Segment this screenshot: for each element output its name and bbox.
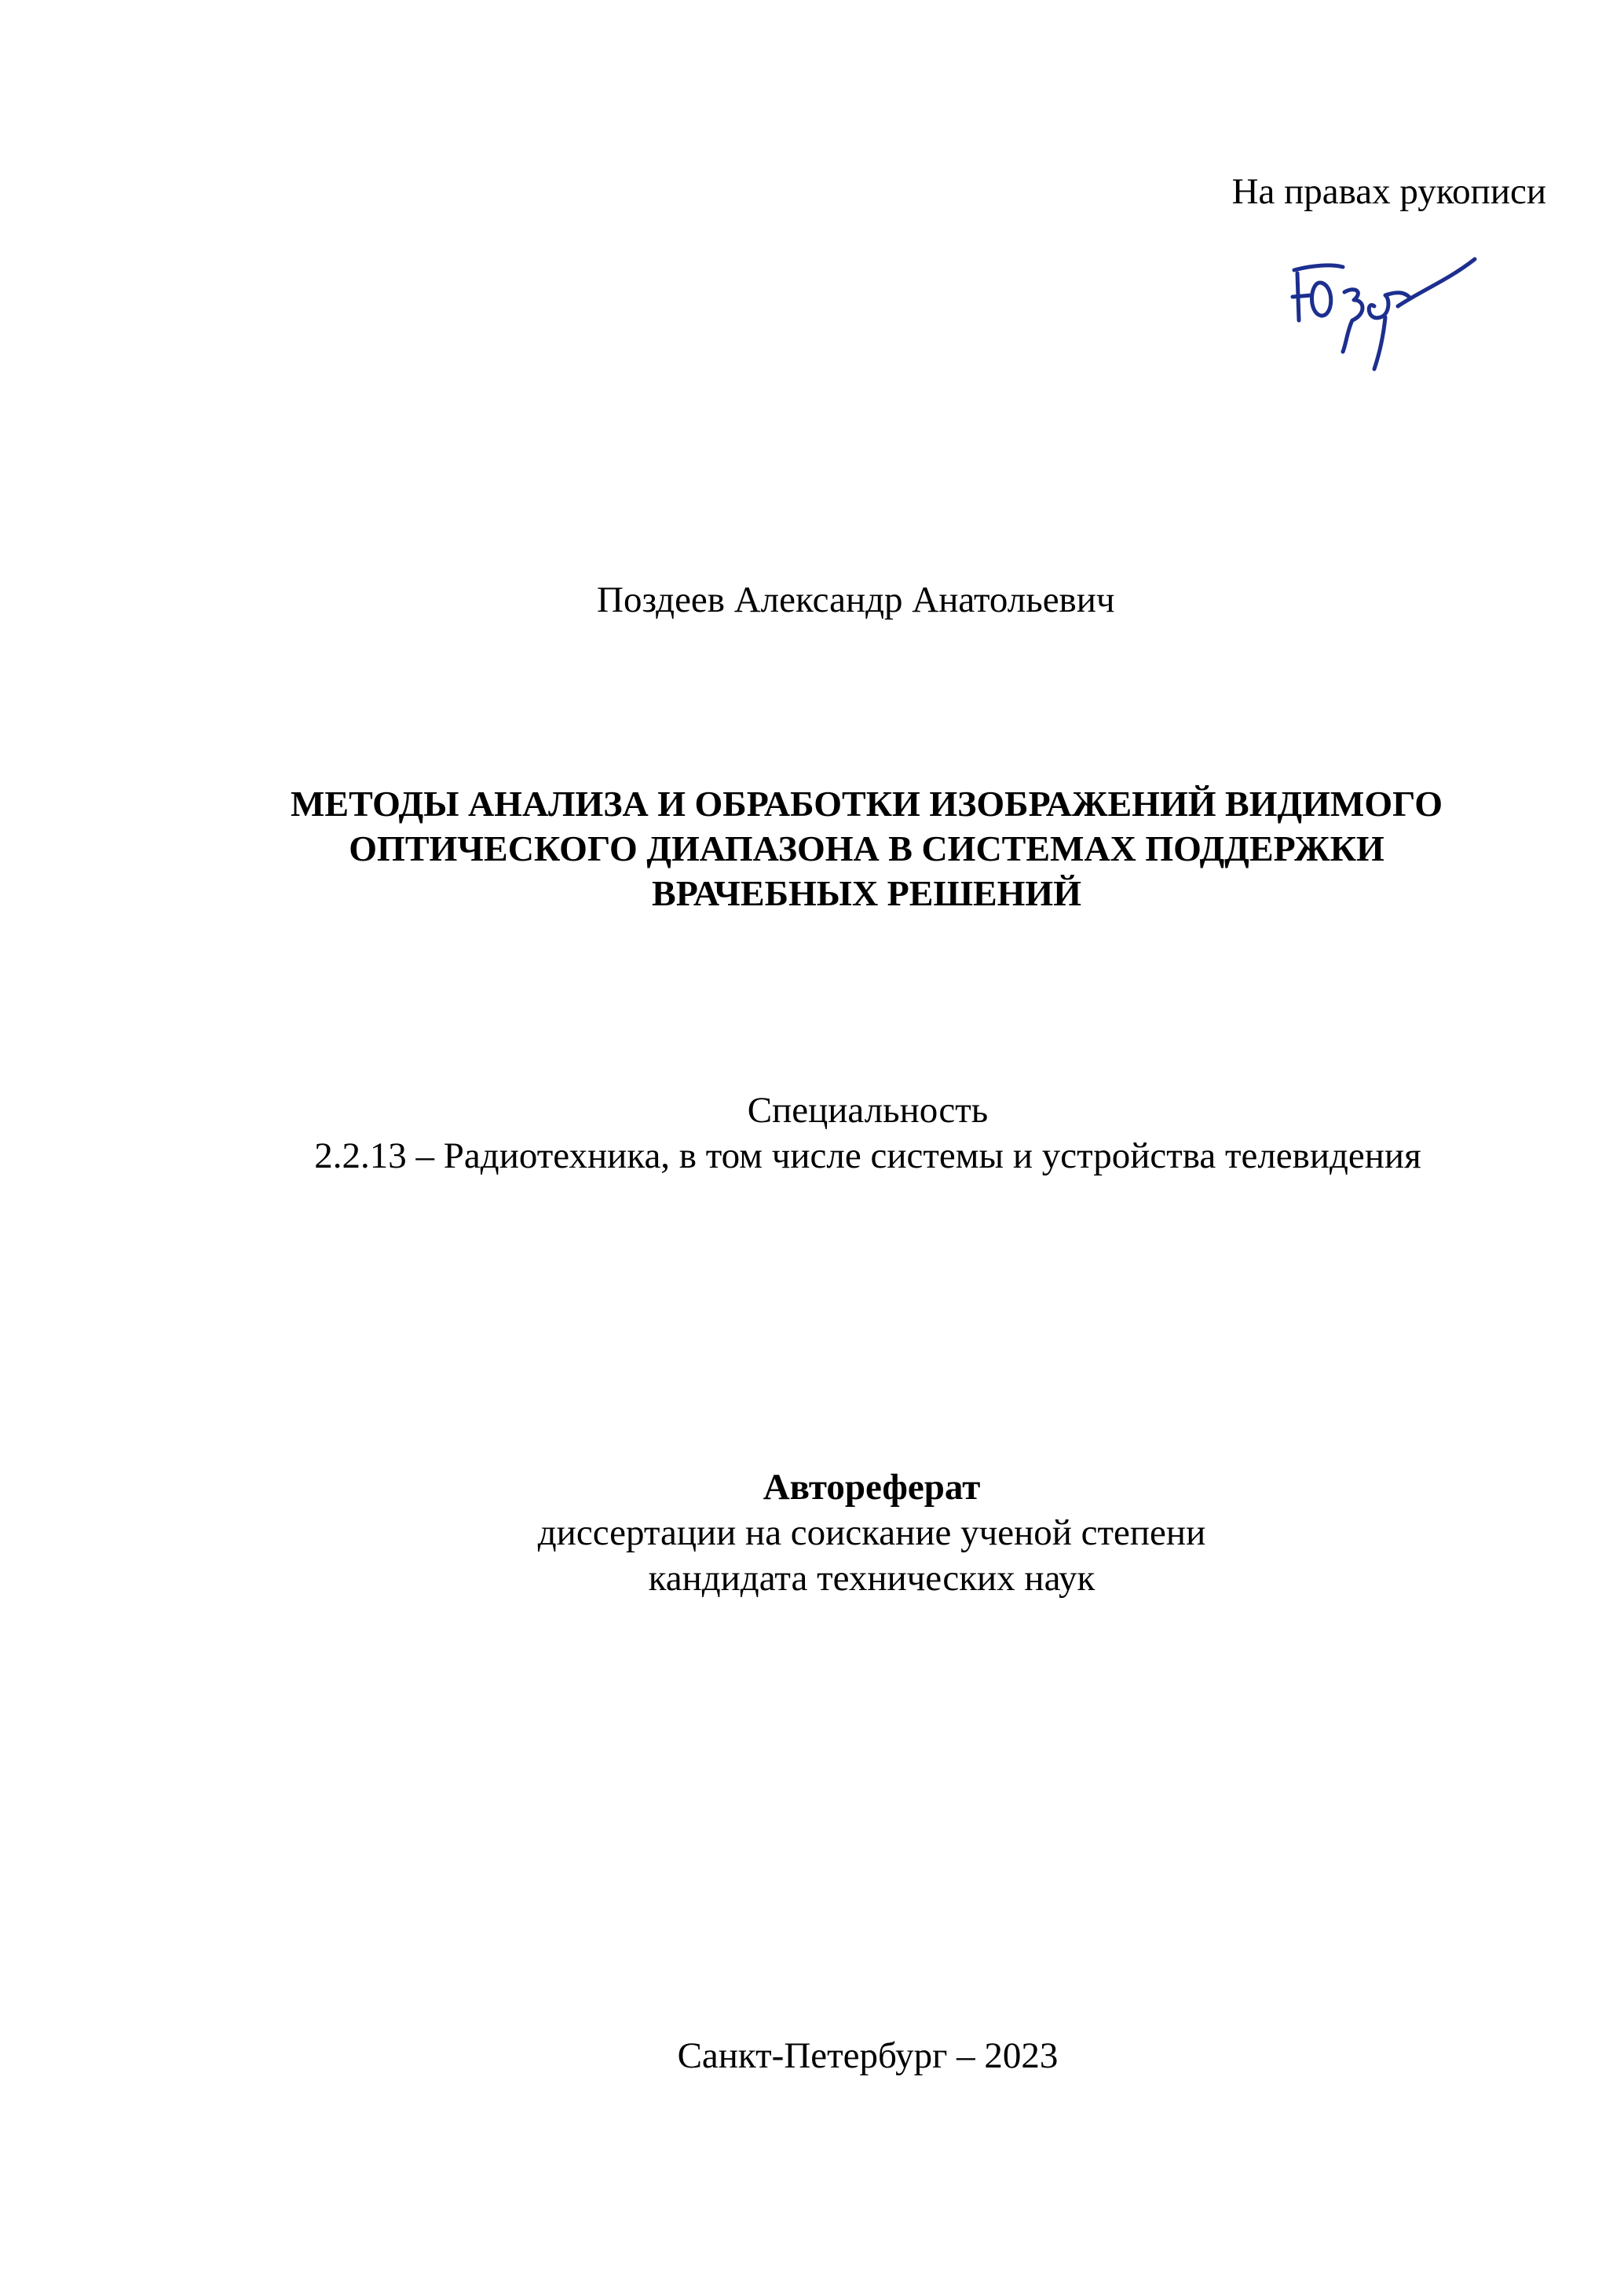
- abstract-line: кандидата технических наук: [648, 1558, 1095, 1599]
- title-line: ОПТИЧЕСКОГО ДИАПАЗОНА В СИСТЕМАХ ПОДДЕРЖКИ: [349, 828, 1384, 868]
- author-name: Поздеев Александр Анатольевич: [597, 579, 1115, 620]
- specialty-value: 2.2.13 – Радиотехника, в том числе системы и устройства телевидения: [314, 1135, 1421, 1176]
- abstract-heading: Автореферат: [763, 1467, 981, 1508]
- rights-note: На правах рукописи: [1231, 171, 1546, 212]
- city-year: Санкт-Петербург – 2023: [677, 2035, 1059, 2076]
- dissertation-title: [0, 781, 1624, 916]
- title-line: МЕТОДЫ АНАЛИЗА И ОБРАБОТКИ ИЗОБРАЖЕНИЙ ВИДИМОГО: [290, 784, 1443, 824]
- abstract-line: диссертации на соискание ученой степени: [537, 1512, 1206, 1553]
- handwritten-signature-icon: [1288, 251, 1484, 381]
- title-line: ВРАЧЕБНЫХ РЕШЕНИЙ: [652, 873, 1081, 913]
- specialty-label: Специальность: [747, 1090, 989, 1131]
- specialty-block: [0, 1088, 1624, 1179]
- abstract-block: [0, 1464, 1624, 1601]
